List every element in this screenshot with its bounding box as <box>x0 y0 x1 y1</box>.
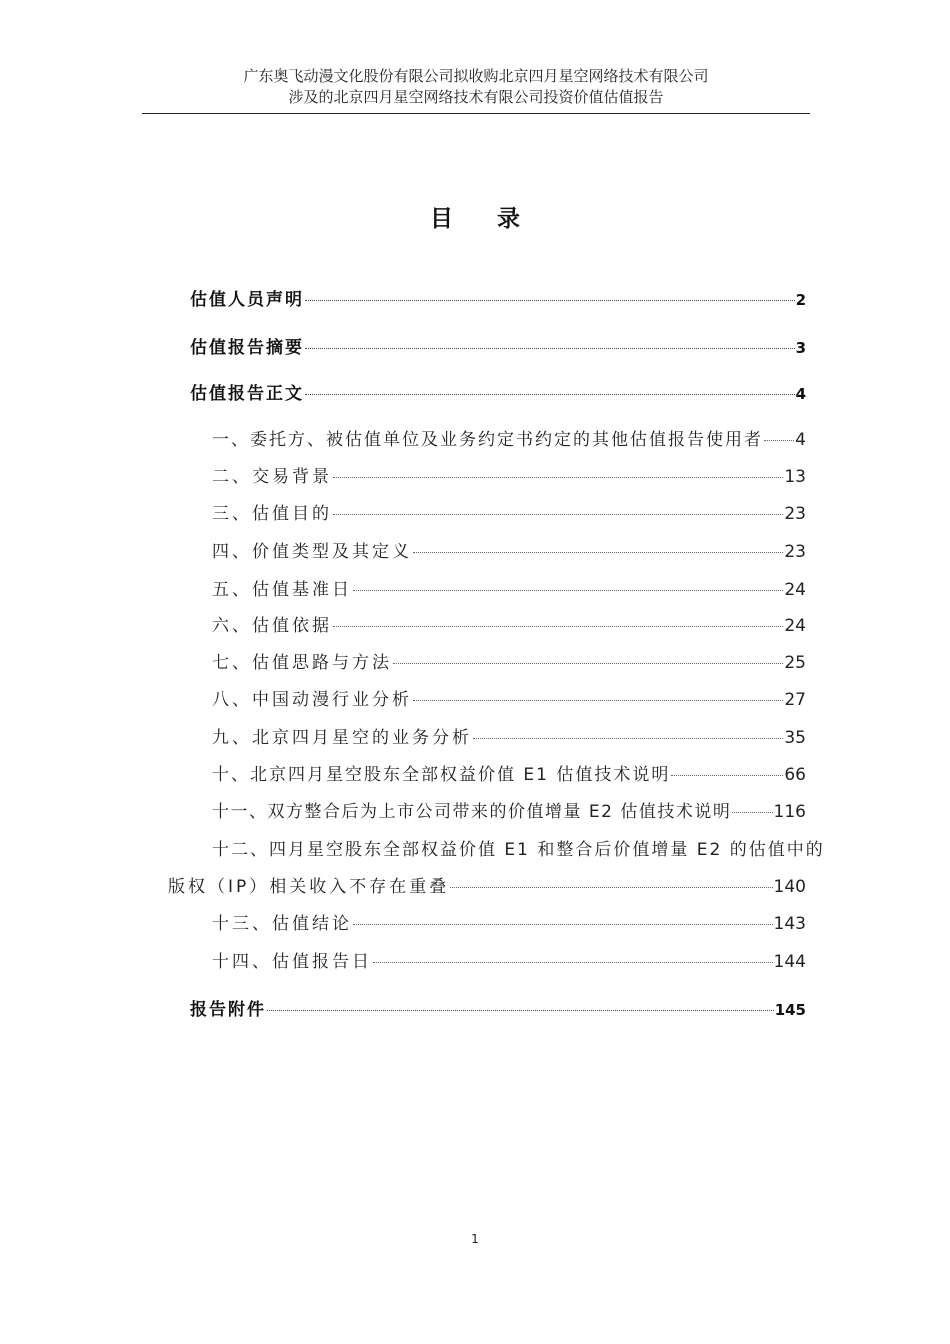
leader-dots <box>333 514 783 515</box>
toc-entry-section-12-line-1[interactable]: 十二、四月星空股东全部权益价值 E1 和整合后价值增量 E2 的估值中的 <box>212 840 825 860</box>
toc-entry-page: 27 <box>784 690 806 710</box>
toc-entry-section-12[interactable] <box>168 872 806 897</box>
toc-entry-label: 估值报告正文 <box>190 384 304 404</box>
header-line-1: 广东奥飞动漫文化股份有限公司拟收购北京四月星空网络技术有限公司 <box>243 67 709 85</box>
toc-entry-section-2[interactable] <box>212 462 806 487</box>
leader-dots <box>305 300 795 301</box>
toc-entry-page: 3 <box>795 339 806 357</box>
leader-dots <box>671 775 783 776</box>
toc-title: 目 录 <box>429 206 538 232</box>
toc-entry-label: 七、估值思路与方法 <box>212 653 392 673</box>
toc-entry-page: 2 <box>795 291 806 309</box>
leader-dots <box>413 700 783 701</box>
toc-entry-section-10[interactable] <box>212 760 806 785</box>
leader-dots <box>373 962 773 963</box>
header-line-2: 涉及的北京四月星空网络技术有限公司投资价值估值报告 <box>288 88 664 106</box>
toc-entry-section-3[interactable] <box>212 499 806 524</box>
leader-dots <box>473 738 783 739</box>
toc-entry-page: 24 <box>784 616 806 636</box>
toc-entry-section-14[interactable] <box>212 947 806 972</box>
leader-dots <box>353 590 783 591</box>
toc-entry-label: 十一、双方整合后为上市公司带来的价值增量 E2 估值技术说明 <box>212 802 732 822</box>
page-number: 1 <box>471 1232 479 1246</box>
toc-entry-body[interactable] <box>190 379 806 404</box>
leader-dots <box>764 440 794 441</box>
toc-entry-page: 66 <box>784 765 806 785</box>
toc-entry-label: 估值报告摘要 <box>190 338 304 358</box>
toc-entry-label: 十三、估值结论 <box>212 914 352 934</box>
toc-entry-section-1[interactable] <box>212 425 806 450</box>
toc-entry-section-5[interactable] <box>212 575 806 600</box>
running-header <box>142 66 810 108</box>
toc-entry-page: 144 <box>773 952 806 972</box>
toc-entry-page: 4 <box>795 385 806 403</box>
toc-entry-page: 23 <box>784 504 806 524</box>
toc-entry-section-7[interactable] <box>212 648 806 673</box>
toc-entry-label: 一、委托方、被估值单位及业务约定书约定的其他估值报告使用者 <box>212 430 763 450</box>
toc-entry-page: 23 <box>784 542 806 562</box>
leader-dots <box>333 626 783 627</box>
toc-entry-label: 三、估值目的 <box>212 504 332 524</box>
toc-entry-label: 十、北京四月星空股东全部权益价值 E1 估值技术说明 <box>212 765 671 785</box>
header-rule <box>142 113 810 114</box>
toc-entry-label: 版权（IP）相关收入不存在重叠 <box>168 877 450 897</box>
toc-entry-page: 145 <box>774 1001 806 1019</box>
leader-dots <box>305 348 795 349</box>
toc-entry-section-6[interactable] <box>212 611 806 636</box>
toc-entry-label: 报告附件 <box>190 1000 266 1020</box>
leader-dots <box>267 1010 774 1011</box>
toc-entry-page: 116 <box>773 802 806 822</box>
toc-entry-section-8[interactable] <box>212 685 806 710</box>
toc-entry-summary[interactable] <box>190 333 806 358</box>
toc-entry-page: 4 <box>795 430 806 450</box>
toc-entry-section-9[interactable] <box>212 723 806 748</box>
toc-entry-label: 五、估值基准日 <box>212 580 352 600</box>
toc-entry-page: 140 <box>773 877 806 897</box>
toc-entry-page: 13 <box>784 467 806 487</box>
leader-dots <box>393 663 783 664</box>
toc-entry-section-13[interactable] <box>212 909 806 934</box>
toc-entry-label: 二、交易背景 <box>212 467 332 487</box>
toc-entry-page: 35 <box>784 728 806 748</box>
toc-entry-page: 24 <box>784 580 806 600</box>
toc-entry-declaration[interactable] <box>190 285 806 310</box>
toc-entry-label: 八、中国动漫行业分析 <box>212 690 412 710</box>
toc-entry-label: 六、估值依据 <box>212 616 332 636</box>
toc-entry-page: 25 <box>784 653 806 673</box>
toc-entry-label: 十四、估值报告日 <box>212 952 372 972</box>
toc-entry-label: 九、北京四月星空的业务分析 <box>212 728 472 748</box>
leader-dots <box>353 924 773 925</box>
toc-entry-appendix[interactable] <box>190 995 806 1020</box>
toc-entry-section-4[interactable] <box>212 537 806 562</box>
leader-dots <box>305 394 795 395</box>
leader-dots <box>450 887 772 888</box>
leader-dots <box>413 552 783 553</box>
toc-entry-label: 四、价值类型及其定义 <box>212 542 412 562</box>
toc-entry-page: 143 <box>773 914 806 934</box>
toc-entry-label: 估值人员声明 <box>190 290 304 310</box>
leader-dots <box>333 477 783 478</box>
leader-dots <box>732 812 772 813</box>
toc-entry-section-11[interactable] <box>212 797 806 822</box>
